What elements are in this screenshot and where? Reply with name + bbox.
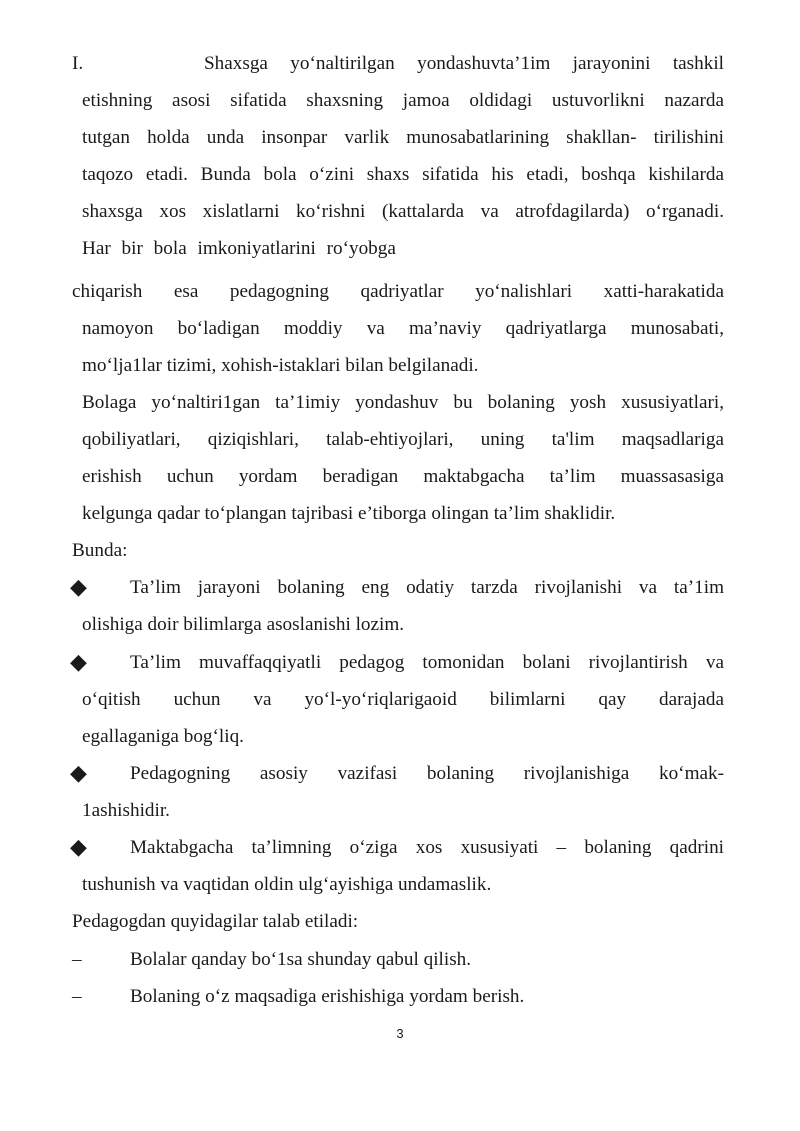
bullet-line: Ta’lim muvaffaqqiyatli pedagog tomonidan bolani rivojlantirish va xyxy=(130,652,724,673)
bullet-line: olishiga doir bilimlarga asoslanishi lozim. xyxy=(82,614,405,635)
paragraph-line: chiqarish esa pedagogning qadriyatlar yo‘nalishlari xatti-harakatida xyxy=(72,281,724,302)
section-marker: I. xyxy=(72,53,84,74)
diamond-bullet-icon: ◆ xyxy=(70,649,87,674)
bullet-line: Pedagogning asosiy vazifasi bolaning rivojlanishiga ko‘mak- xyxy=(130,763,724,784)
paragraph-line: Har bir bola imkoniyatlarini ro‘yobga xyxy=(82,238,396,259)
requirement-item: Bolalar qanday bo‘1sa shunday qabul qilish. xyxy=(130,949,472,970)
diamond-bullet-icon: ◆ xyxy=(70,760,87,785)
paragraph-line: namoyon bo‘ladigan moddiy va ma’naviy qadriyatlarga munosabati, xyxy=(82,318,724,339)
page-number: 3 xyxy=(396,1026,404,1041)
dash-marker: – xyxy=(72,949,82,970)
bullet-line: 1ashishidir. xyxy=(82,800,170,821)
paragraph-line: tutgan holda unda insonpar varlik munosabatlarining shakllan- tirilishini xyxy=(82,127,724,148)
paragraph-line: Bolaga yo‘naltiri1gan ta’1imiy yondashuv bu bolaning yosh xususiyatlari, xyxy=(82,392,724,413)
bullet-line: Maktabgacha ta’limning o‘ziga xos xususiyati – bolaning qadrini xyxy=(130,837,724,858)
paragraph-line: etishning asosi sifatida shaxsning jamoa oldidagi ustuvorlikni nazarda xyxy=(82,90,724,111)
bunda-label: Bunda: xyxy=(72,540,128,561)
paragraph-line: taqozo etadi. Bunda bola o‘zini shaxs sifatida his etadi, boshqa kishilarda xyxy=(82,164,724,185)
dash-marker: – xyxy=(72,986,82,1007)
paragraph-line: shaxsga xos xislatlarni ko‘rishni (kattalarda va atrofdagilarda) o‘rganadi. xyxy=(82,201,724,222)
bullet-line: egallaganiga bog‘liq. xyxy=(82,726,244,747)
paragraph-line: kelgunga qadar to‘plangan tajribasi e’tiborga olingan ta’lim shaklidir. xyxy=(82,503,616,524)
bullet-line: tushunish va vaqtidan oldin ulg‘ayishiga undamaslik. xyxy=(82,874,492,895)
diamond-bullet-icon: ◆ xyxy=(70,834,87,859)
bullet-line: Ta’lim jarayoni bolaning eng odatiy tarzda rivojlanishi va ta’1im xyxy=(130,577,724,598)
bullet-line: o‘qitish uchun va yo‘l-yo‘riqlarigaoid bilimlarni qay darajada xyxy=(82,689,724,710)
diamond-bullet-icon: ◆ xyxy=(70,574,87,599)
paragraph-line: Shaxsga yo‘naltirilgan yondashuvta’1im jarayonini tashkil xyxy=(204,53,724,74)
requirements-heading: Pedagogdan quyidagilar talab etiladi: xyxy=(72,911,359,932)
paragraph-line: qobiliyatlari, qiziqishlari, talab-ehtiyojlari, uning ta'lim maqsadlariga xyxy=(82,429,724,450)
paragraph-line: erishish uchun yordam beradigan maktabgacha ta’lim muassasasiga xyxy=(82,466,724,487)
paragraph-line: mo‘lja1lar tizimi, xohish-istaklari bilan belgilanadi. xyxy=(82,355,479,376)
requirement-item: Bolaning o‘z maqsadiga erishishiga yordam berish. xyxy=(130,986,525,1007)
